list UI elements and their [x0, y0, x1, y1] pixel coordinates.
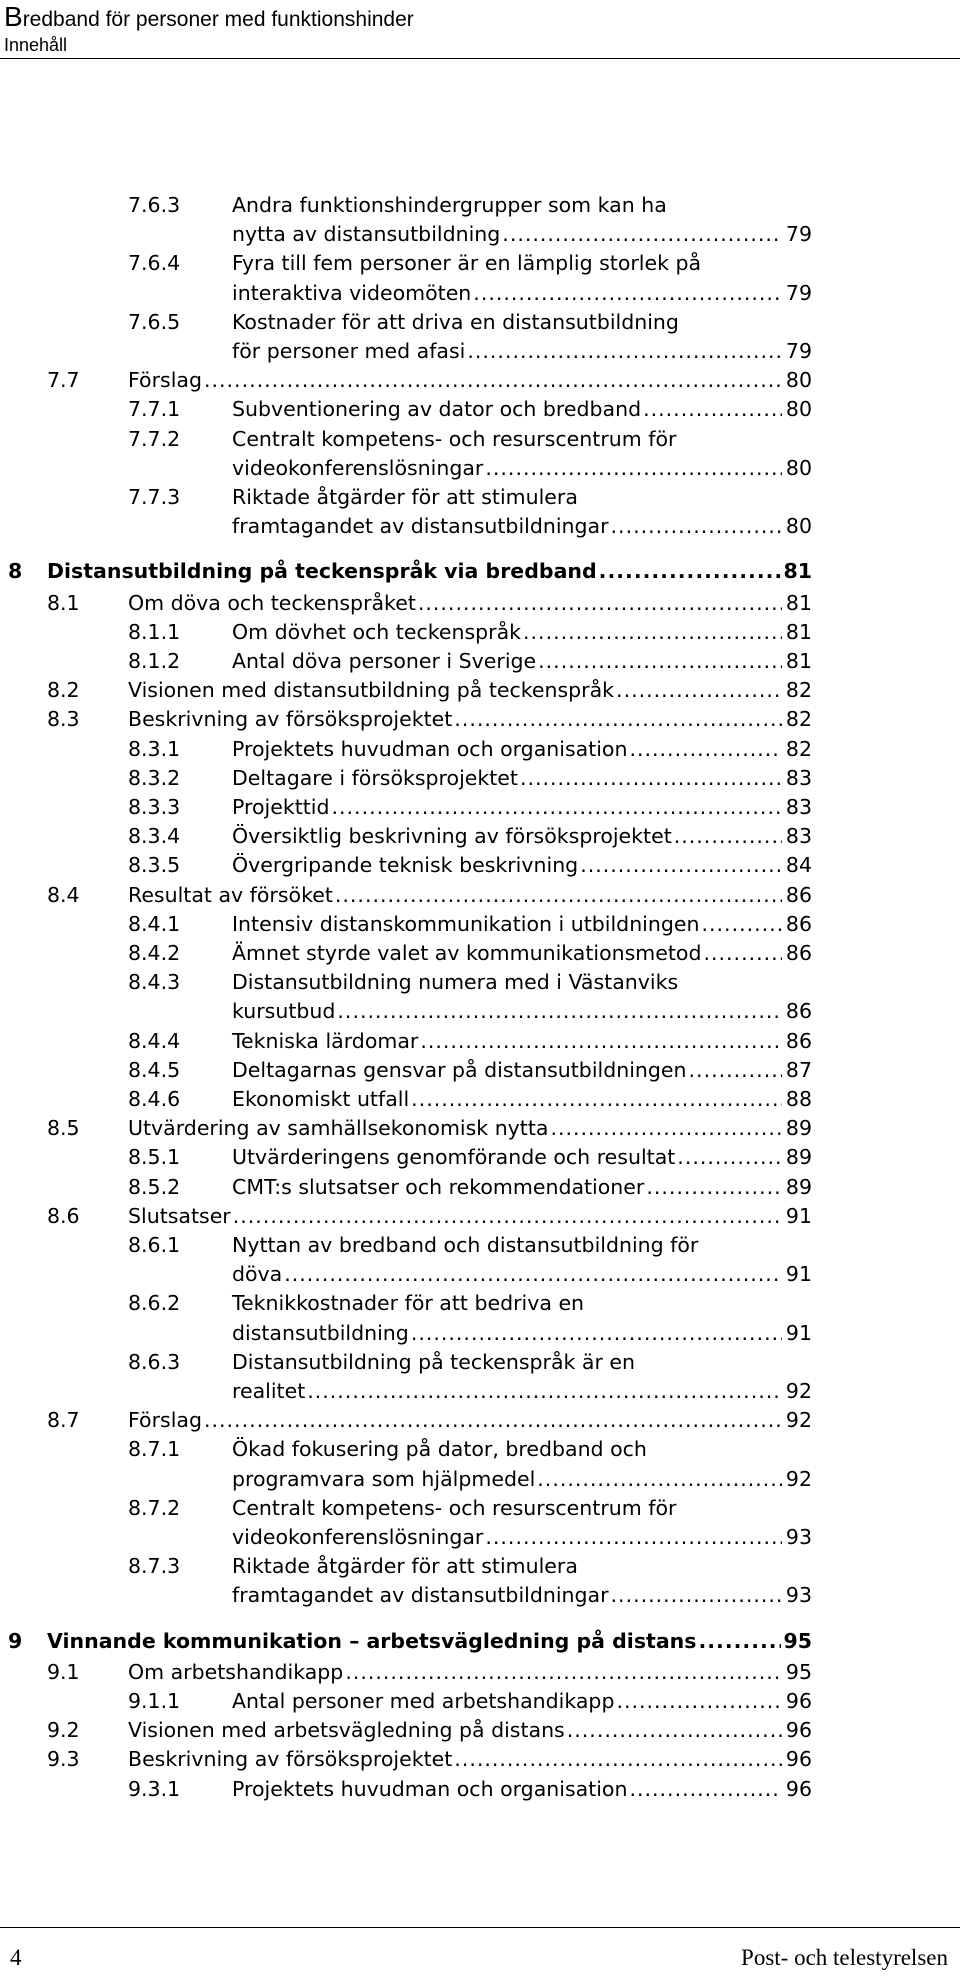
toc-entry-page: 82 — [785, 736, 812, 761]
toc-entry-title: Subventionering av dator och bredband — [232, 397, 642, 422]
toc-entry-number: 9.1 — [47, 1659, 80, 1684]
toc-entry-title: Övergripande teknisk beskrivning — [232, 853, 579, 878]
toc-entry-title: Visionen med distansutbildning på teckenspråk — [128, 678, 615, 703]
toc-entry-page: 86 — [785, 1028, 812, 1053]
toc-entry-page: 96 — [785, 1689, 812, 1713]
dot-leader — [523, 618, 782, 647]
toc-entry-title: Nyttan av bredband och distansutbildning för — [232, 1233, 699, 1257]
toc-entry-title: Distansutbildning på teckenspråk är en — [232, 1349, 636, 1374]
dot-leader — [420, 1027, 782, 1056]
toc-entry-page: 80 — [785, 397, 812, 422]
toc-entry-title: Distansutbildning numera med i Västanviks — [232, 970, 679, 995]
toc-entry-page: 86 — [785, 911, 812, 936]
toc-entry-page: 92 — [785, 1466, 812, 1491]
toc-entry-title: CMT:s slutsatser och rekommendationer — [232, 1174, 645, 1199]
toc-entry-page: 86 — [785, 941, 812, 965]
toc-entry-title: Tekniska lärdomar — [232, 1028, 419, 1053]
toc-entry-title: videokonferenslösningar — [232, 455, 484, 480]
toc-entry-number: 8.2 — [47, 678, 80, 703]
toc-entry-title: Ekonomiskt utfall — [232, 1087, 410, 1111]
toc-entry-title: Antal döva personer i Sverige — [232, 649, 537, 673]
header-rule — [0, 58, 960, 59]
toc-entry-title: programvara som hjälpmedel — [232, 1466, 536, 1491]
dot-leader — [204, 1406, 782, 1435]
toc-entry-number: 8.6.1 — [128, 1233, 181, 1257]
dot-leader — [616, 1687, 782, 1716]
toc-entry-page: 91 — [785, 1203, 812, 1228]
toc-entry-number: 8.5.1 — [128, 1145, 181, 1170]
dot-leader — [411, 1319, 782, 1348]
toc-entry-title: Resultat av försöket — [128, 882, 333, 907]
dot-leader — [643, 395, 782, 424]
toc-entry-number: 8.7.3 — [128, 1554, 181, 1579]
toc-entry-title: kursutbud — [232, 999, 336, 1024]
toc-entry-number: 7.6.5 — [128, 309, 181, 334]
toc-entry-title: Om arbetshandikapp — [128, 1659, 344, 1684]
toc-entry-number: 8.4.4 — [128, 1028, 181, 1053]
dot-leader — [204, 366, 782, 395]
toc-entry-number: 8.6.3 — [128, 1349, 181, 1374]
toc-entry-page: 89 — [785, 1145, 812, 1170]
toc-entry-title: Ökad fokusering på dator, bredband och — [232, 1437, 647, 1462]
dot-leader — [677, 1143, 782, 1172]
toc-entry-page: 83 — [785, 824, 812, 849]
toc-entry-number: 7.6.4 — [128, 251, 181, 276]
toc-entry-page: 79 — [785, 222, 812, 247]
dot-leader — [284, 1260, 782, 1289]
toc-entry-number: 9.2 — [47, 1718, 80, 1743]
toc-entry-title: framtagandet av distansutbildningar — [232, 514, 609, 539]
toc-entry-title: videokonferenslösningar — [232, 1524, 484, 1549]
toc-entry-page: 89 — [785, 1174, 812, 1199]
toc-entry-number: 8.4.6 — [128, 1087, 181, 1111]
dot-leader — [674, 822, 782, 851]
toc-entry-title: Utvärdering av samhällsekonomisk nytta — [128, 1116, 549, 1141]
dot-leader — [703, 939, 782, 968]
dot-leader — [411, 1085, 782, 1114]
toc-entry-page: 95 — [785, 1659, 812, 1684]
toc-entry-title: Översiktlig beskrivning av försöksprojektet — [232, 824, 672, 849]
toc-entry-number: 8.7.1 — [128, 1437, 181, 1462]
dot-leader — [454, 1745, 782, 1774]
toc-entry-number: 8.3.5 — [128, 853, 181, 878]
toc-entry-page: 87 — [785, 1057, 812, 1082]
publisher: Post- och telestyrelsen — [741, 1945, 948, 1970]
toc-entry-title: nytta av distansutbildning — [232, 222, 501, 247]
toc-entry-number: 8.3 — [47, 707, 80, 732]
toc-entry-page: 83 — [785, 795, 812, 819]
dot-leader — [599, 557, 782, 586]
toc-entry-page: 79 — [785, 280, 812, 305]
toc-entry-number: 8.3.1 — [128, 736, 181, 761]
document-title: Bredband för personer med funktionshinder — [4, 1, 414, 32]
toc-entry-number: 8 — [8, 559, 23, 584]
toc-entry-title: distansutbildning — [232, 1320, 409, 1345]
toc-entry-number: 8.5.2 — [128, 1174, 181, 1199]
dot-leader — [689, 1056, 782, 1085]
toc-entry-number: 8.3.2 — [128, 765, 181, 790]
toc-entry-page: 86 — [785, 999, 812, 1024]
toc-entry-title: realitet — [232, 1378, 306, 1403]
dot-leader — [611, 1581, 782, 1610]
toc-entry-number: 8.4.1 — [128, 911, 181, 936]
toc-entry-page: 93 — [785, 1583, 812, 1608]
toc-entry-number: 8.1 — [47, 590, 80, 615]
page-header — [4, 1, 414, 57]
toc-entry-title: Förslag — [128, 1408, 202, 1433]
toc-entry-page: 80 — [785, 455, 812, 480]
dot-leader — [537, 1465, 782, 1494]
dot-leader — [335, 881, 782, 910]
dot-leader — [629, 735, 782, 764]
dot-leader — [567, 1716, 782, 1745]
toc-entry-title: Fyra till fem personer är en lämplig storlek på — [232, 251, 702, 276]
dot-leader — [616, 676, 782, 705]
dot-leader — [345, 1658, 782, 1687]
toc-entry-page: 82 — [785, 678, 812, 703]
toc-entry-title: Riktade åtgärder för att stimulera — [232, 485, 578, 509]
toc-entry-title: för personer med afasi — [232, 338, 466, 363]
toc-entry-number: 7.7.2 — [128, 426, 181, 451]
toc-entry-page: 89 — [785, 1116, 812, 1141]
toc-entry-number: 7.7 — [47, 368, 80, 393]
toc-entry-title: Deltagarnas gensvar på distansutbildningen — [232, 1057, 687, 1082]
toc-entry-title: Andra funktionshindergrupper som kan ha — [232, 193, 667, 217]
toc-entry-title: Deltagare i försöksprojektet — [232, 765, 518, 790]
dot-leader — [580, 851, 782, 880]
toc-entry-title: Intensiv distanskommunikation i utbildningen — [232, 911, 700, 936]
toc-entry-page: 84 — [785, 853, 812, 878]
toc-entry-title: Ämnet styrde valet av kommunikationsmetod — [232, 941, 702, 965]
toc-entry-page: 82 — [785, 707, 812, 732]
toc-entry-page: 91 — [785, 1262, 812, 1287]
dot-leader — [233, 1202, 782, 1231]
toc-entry-page: 80 — [785, 368, 812, 393]
toc-entry-page: 80 — [785, 514, 812, 539]
toc-entry-page: 96 — [785, 1718, 812, 1743]
toc-entry-page: 88 — [785, 1087, 812, 1111]
dot-leader — [485, 1523, 782, 1552]
toc-entry-title: Centralt kompetens- och resurscentrum för — [232, 426, 677, 451]
dot-leader — [646, 1173, 782, 1202]
dot-leader — [467, 337, 782, 366]
dot-leader — [698, 1627, 781, 1656]
toc-entry-title: framtagandet av distansutbildningar — [232, 1583, 609, 1608]
toc-entry-title: Centralt kompetens- och resurscentrum för — [232, 1495, 677, 1520]
dot-leader — [332, 793, 783, 822]
toc-entry-page: 81 — [785, 619, 812, 644]
toc-entry-number: 8.1.2 — [128, 649, 181, 673]
dot-leader — [550, 1114, 782, 1143]
toc-entry-title: Beskrivning av försöksprojektet — [128, 1747, 453, 1772]
toc-entry-number: 8.5 — [47, 1116, 80, 1141]
toc-entry-page: 83 — [785, 765, 812, 790]
toc-entry-title: Kostnader för att driva en distansutbildning — [232, 309, 679, 334]
dot-leader — [473, 279, 782, 308]
toc-entry-number: 7.7.1 — [128, 397, 181, 422]
page-number: 4 — [10, 1945, 22, 1970]
toc-entry-title: Om döva och teckenspråket — [128, 590, 416, 615]
toc-entry-title: döva — [232, 1262, 283, 1287]
toc-entry-page: 92 — [785, 1408, 812, 1433]
toc-entry-title: Om dövhet och teckenspråk — [232, 619, 522, 644]
dot-leader — [337, 997, 782, 1026]
toc-entry-title: Teknikkostnader för att bedriva en — [232, 1291, 585, 1316]
toc-entry-number: 7.6.3 — [128, 193, 181, 217]
toc-entry-page: 92 — [785, 1378, 812, 1403]
toc-entry-number: 9.3 — [47, 1747, 80, 1772]
toc-entry-number: 8.4.3 — [128, 970, 181, 995]
toc-entry-number: 9.1.1 — [128, 1689, 181, 1713]
dot-leader — [538, 647, 782, 676]
dot-leader — [307, 1377, 782, 1406]
toc-entry-title: Projektets huvudman och organisation — [232, 1776, 628, 1801]
toc-entry-page: 96 — [785, 1776, 812, 1801]
toc-entry-number: 8.4.2 — [128, 941, 181, 965]
toc-entry-page: 81 — [785, 649, 812, 673]
toc-entry-page: 91 — [785, 1320, 812, 1345]
toc-entry-number: 8.7.2 — [128, 1495, 181, 1520]
toc-entry-title: Projekttid — [232, 795, 330, 819]
toc-entry-number: 8.4.5 — [128, 1057, 181, 1082]
toc-entry-title: Slutsatser — [128, 1203, 231, 1228]
footer-rule — [0, 1927, 960, 1928]
toc-entry-title: interaktiva videomöten — [232, 280, 472, 305]
toc-entry-page: 93 — [785, 1524, 812, 1549]
toc-entry-page: 95 — [783, 1628, 812, 1653]
toc-entry-title: Vinnande kommunikation – arbetsvägledning på distans — [47, 1628, 697, 1653]
toc-entry-number: 8.1.1 — [128, 619, 181, 644]
toc-entry-number: 9 — [8, 1628, 23, 1653]
toc-entry-number: 8.7 — [47, 1408, 80, 1433]
toc-entry-title: Beskrivning av försöksprojektet — [128, 707, 453, 732]
toc-entry-number: 8.3.3 — [128, 795, 181, 819]
toc-entry-title: Distansutbildning på teckenspråk via bredband — [47, 559, 597, 584]
section-name: Innehåll — [4, 35, 68, 55]
toc-entry-number: 7.7.3 — [128, 485, 181, 509]
dot-leader — [485, 454, 782, 483]
toc-entry-title: Riktade åtgärder för att stimulera — [232, 1554, 578, 1579]
toc-entry-page: 79 — [785, 338, 812, 363]
toc-entry-title: Utvärderingens genomförande och resultat — [232, 1145, 676, 1170]
toc-entry-number: 8.6 — [47, 1203, 80, 1228]
toc-entry-number: 8.4 — [47, 882, 80, 907]
toc-entry-title: Projektets huvudman och organisation — [232, 736, 628, 761]
dot-leader — [520, 764, 782, 793]
dot-leader — [702, 910, 783, 939]
toc-entry-page: 81 — [783, 559, 812, 584]
toc-entry-page: 96 — [785, 1747, 812, 1772]
toc-entry-number: 8.6.2 — [128, 1291, 181, 1316]
dot-leader — [502, 220, 782, 249]
toc-entry-number: 9.3.1 — [128, 1776, 181, 1801]
toc-entry-page: 86 — [785, 882, 812, 907]
dot-leader — [418, 589, 782, 618]
toc-entry-title: Visionen med arbetsvägledning på distans — [128, 1718, 565, 1743]
dot-leader — [629, 1775, 782, 1804]
toc-entry-title: Antal personer med arbetshandikapp — [232, 1689, 615, 1713]
toc-entry-title: Förslag — [128, 368, 202, 393]
toc-entry-number: 8.3.4 — [128, 824, 181, 849]
dot-leader — [454, 705, 782, 734]
toc-entry-page: 81 — [785, 590, 812, 615]
dot-leader — [611, 512, 782, 541]
